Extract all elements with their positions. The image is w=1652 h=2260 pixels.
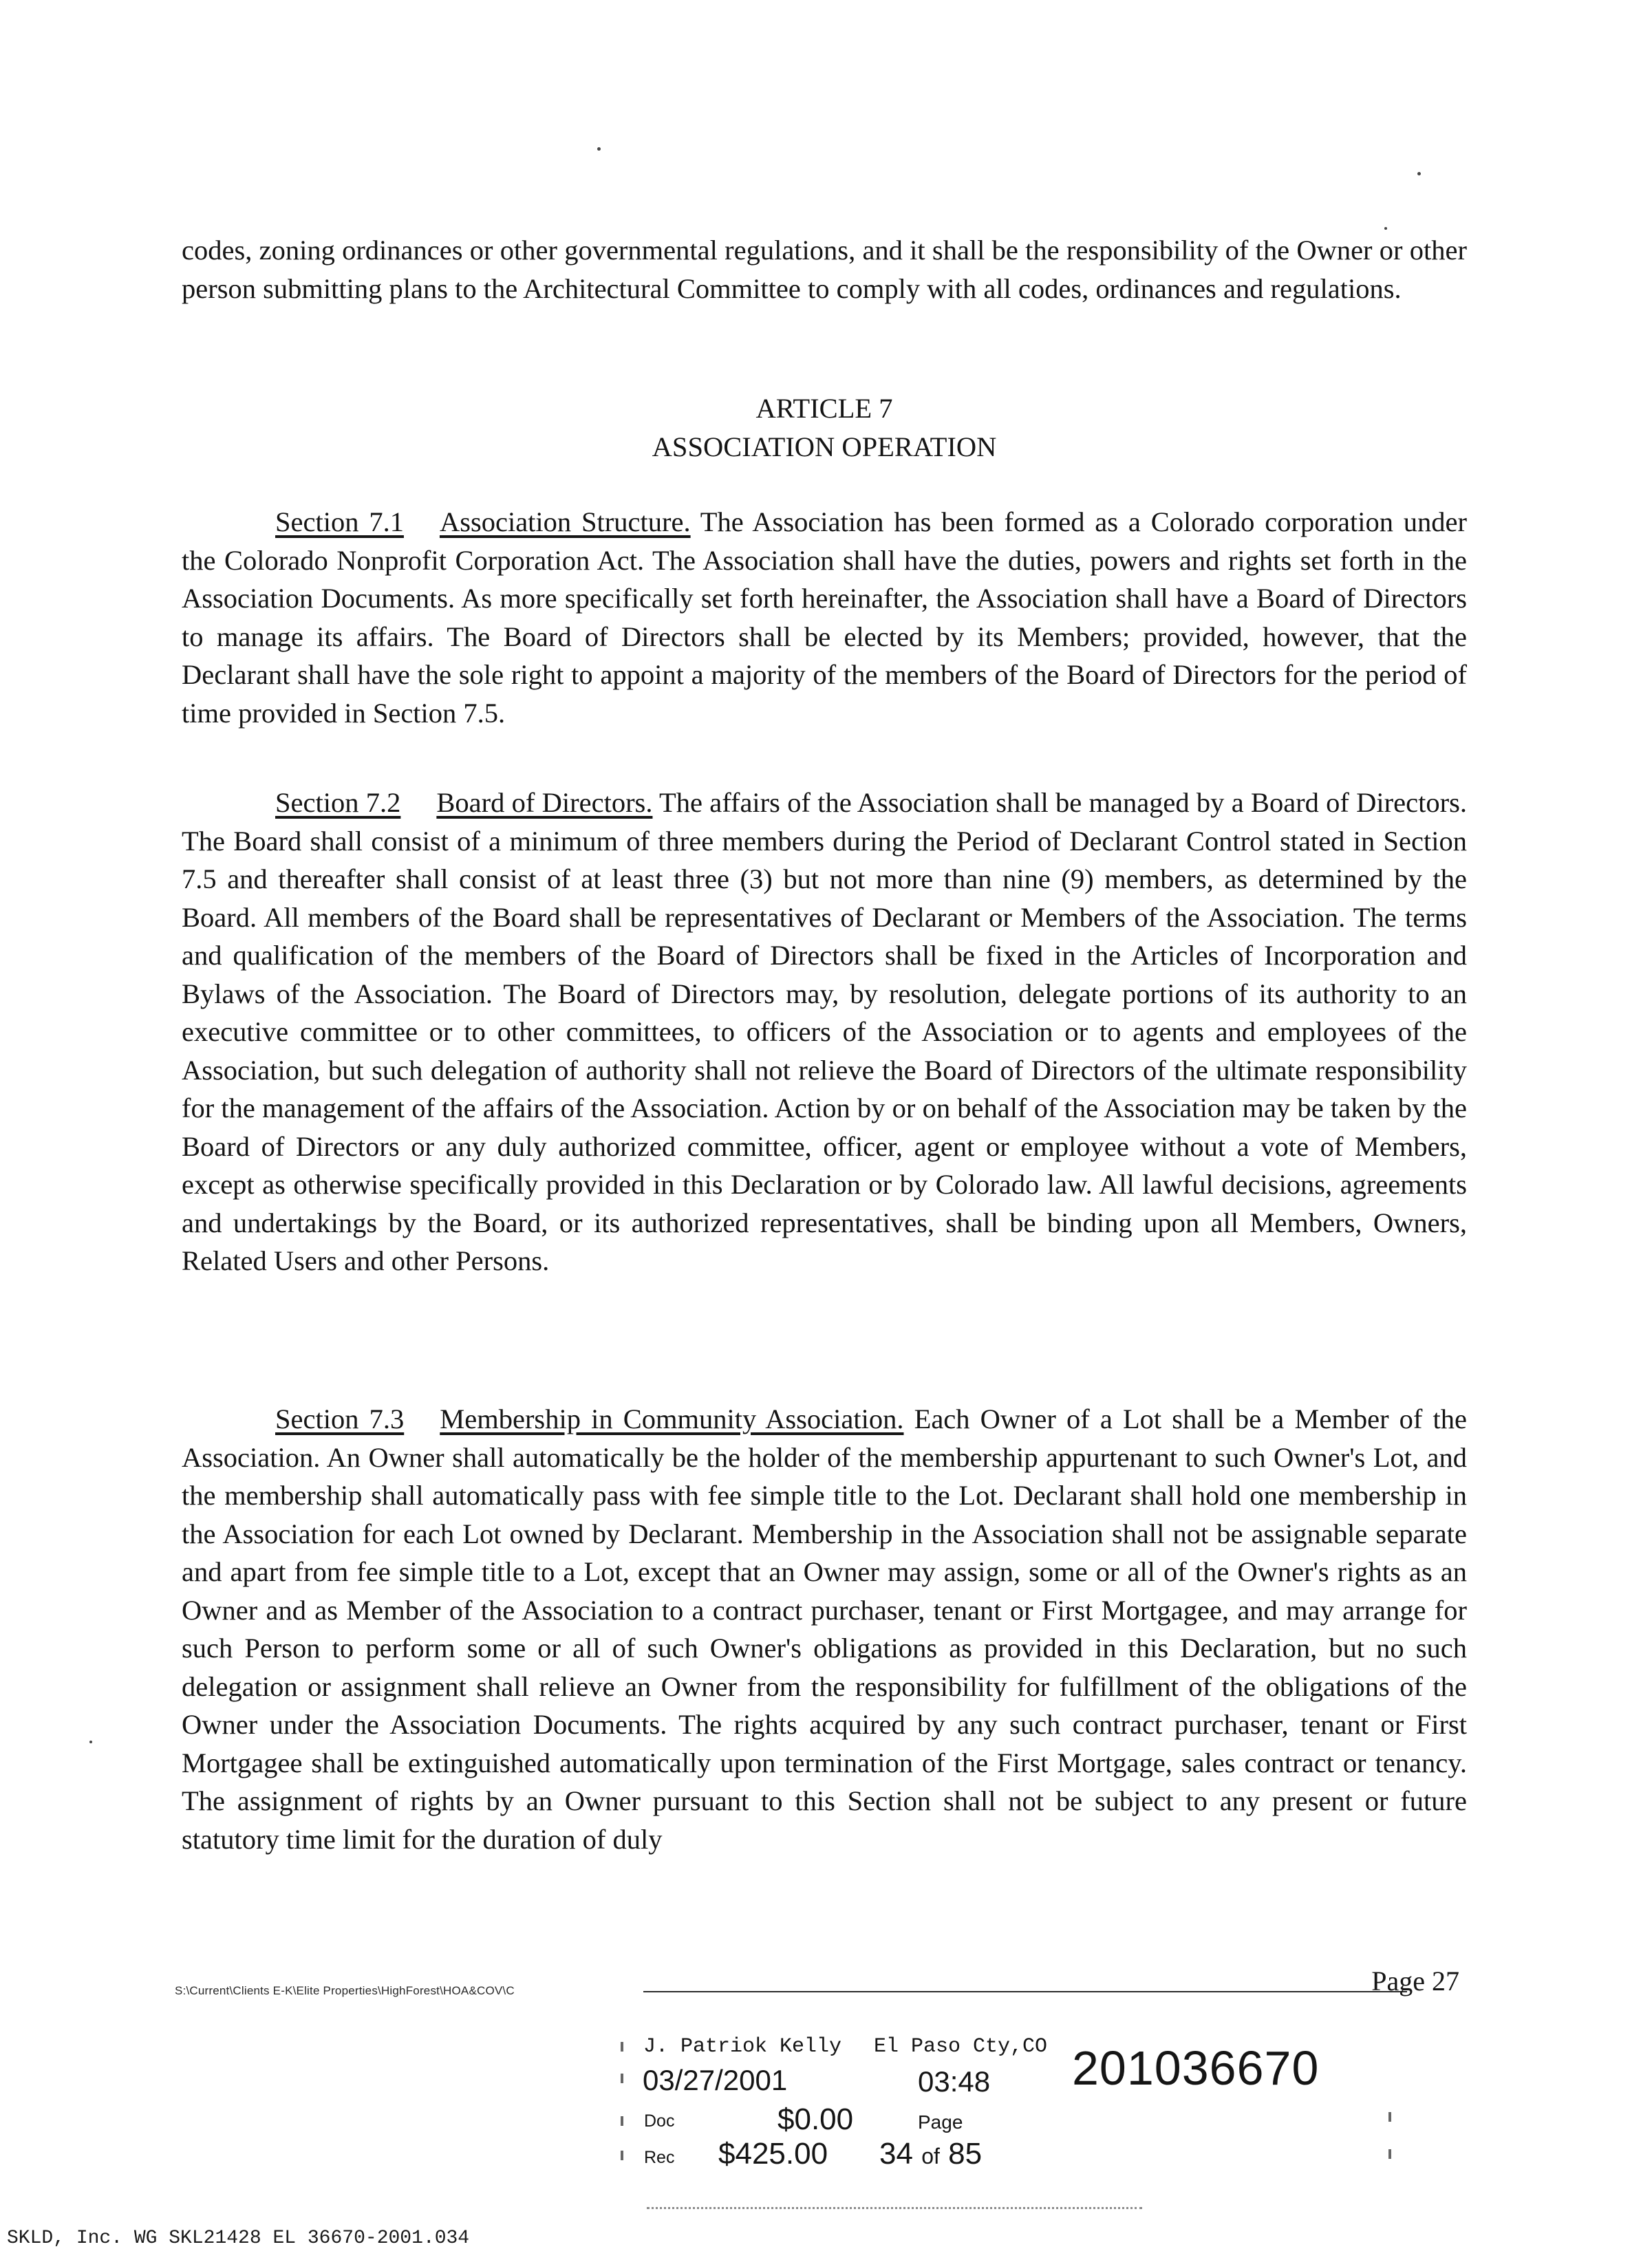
opening-paragraph: codes, zoning ordinances or other governmental regulations, and it shall be the responsibility of the Owner or other person submitting plans to the Architectural Committee to comply with all codes, ordinances and regulations. [182,235,1467,304]
rec-fee-label: Rec [644,2148,675,2167]
page-current: 34 [879,2137,913,2171]
bates-stamp: SKLD, Inc. WG SKL21428 EL 36670-2001.034 [7,2228,470,2249]
scan-speck [1417,172,1421,175]
section-text: Each Owner of a Lot shall be a Member of the Association. An Owner shall automatically be the holder of the membership appurtenant to such Owner's Lot, and the membership shall automatically pass with fee simple title to the Lot. Declarant shall hold one membership in the Association for each Lot owned by Declarant. Membership in the Association shall not be assignable separate and apart from fee simple title to a Lot, except that an Owner may assign, some or all of the Owner's rights as an Owner and as Member of the Association to a contract purchaser, tenant or First Mortgagee, and may arrange for such Person to perform some or all of such Owner's obligations as provided in this Declaration, but no such delegation or assignment shall relieve an Owner from the responsibility for fulfillment of the obligations of the Owner under the Association Documents. The rights acquired by any such contract purchaser, tenant or First Mortgagee shall be extinguished automatically upon termination of the First Mortgage, sales contract or tenancy. The assignment of rights by an Owner pursuant to this Section shall not be subject to any present or future statutory time limit for the duration of duly [182,1403,1468,1855]
page-total: 85 [948,2137,983,2171]
county-name: El Paso Cty,CO [874,2035,1048,2058]
section-title: Membership in Community Association. [440,1403,904,1434]
clerk-name: J. Patriok Kelly [643,2035,842,2058]
article-heading [182,389,1467,466]
stamp-tick-mark [621,2116,623,2126]
recorder-stamp [612,2035,1404,2173]
article-title: ASSOCIATION OPERATION [652,431,997,462]
reception-number: 201036670 [1072,2041,1320,2095]
section-paragraph [182,503,1467,732]
section-paragraph [182,1400,1467,1858]
stamp-tick-mark [1388,2149,1391,2159]
recording-time: 03:48 [918,2065,991,2098]
stamp-dotted-rule [647,2207,1142,2209]
section-title: Association Structure. [439,506,691,537]
footer-file-path: S:\Current\Clients E-K\Elite Properties\HighForest\HOA&COV\C [175,1984,515,1997]
stamp-tick-mark [621,2074,623,2083]
scan-speck [597,147,601,151]
doc-fee-amount: $0.00 [777,2102,854,2136]
article-number: ARTICLE 7 [755,393,893,424]
page-number: Page 27 [1371,1966,1459,1997]
doc-fee-label: Doc [644,2111,675,2131]
page-of-label: of [921,2144,940,2168]
section-number: Section 7.3 [275,1403,405,1434]
section-text: The Association has been formed as a Colorado corporation under the Colorado Nonprofit Corporation Act. The Association shall have the duties, powers and rights set forth in the Association Documents. As more specifically set forth hereinafter, the Association shall have a Board of Directors to manage its affairs. The Board of Directors shall be elected by its Members; provided, however, that the Declarant shall have the sole right to appoint a majority of the members of the Board of Directors for the period of time provided in Section 7.5. [182,506,1467,729]
rec-fee-amount: $425.00 [718,2137,828,2171]
page-count [879,2137,982,2171]
footer-rule [643,1991,1407,1992]
section-paragraph [182,784,1467,1280]
page-count-label: Page [918,2111,963,2133]
section-number: Section 7.2 [275,787,401,818]
section-title: Board of Directors. [436,787,653,818]
scan-speck [89,1741,92,1743]
section-text: The affairs of the Association shall be managed by a Board of Directors. The Board shall consist of a minimum of three members during the Period of Declarant Control stated in Section 7.5 and thereafter shall consist of at least three (3) but not more than nine (9) members, as determined by the Board. All members of the Board shall be representatives of Declarant or Members of the Association. The terms and qualification of the members of the Board of Directors shall be fixed in the Articles of Incorporation and Bylaws of the Association. The Board of Directors may, by resolution, delegate portions of its authority to an executive committee or to other committees, to officers of the Association or to agents and employees of the Association, but such delegation of authority shall not relieve the Board of Directors of the ultimate responsibility for the management of the affairs of the Association. Action by or on behalf of the Association may be taken by the Board of Directors or any duly authorized committee, officer, agent or employee without a vote of Members, except as otherwise specifically provided in this Declaration or by Colorado law. All lawful decisions, agreements and undertakings by the Board, or its authorized representatives, shall be binding upon all Members, Owners, Related Users and other Persons. [182,787,1467,1276]
recording-date: 03/27/2001 [643,2064,788,2096]
scan-speck [1384,227,1387,230]
stamp-tick-mark [1388,2112,1391,2122]
stamp-tick-mark [621,2042,623,2052]
section-number: Section 7.1 [275,506,404,537]
stamp-tick-mark [621,2151,623,2160]
